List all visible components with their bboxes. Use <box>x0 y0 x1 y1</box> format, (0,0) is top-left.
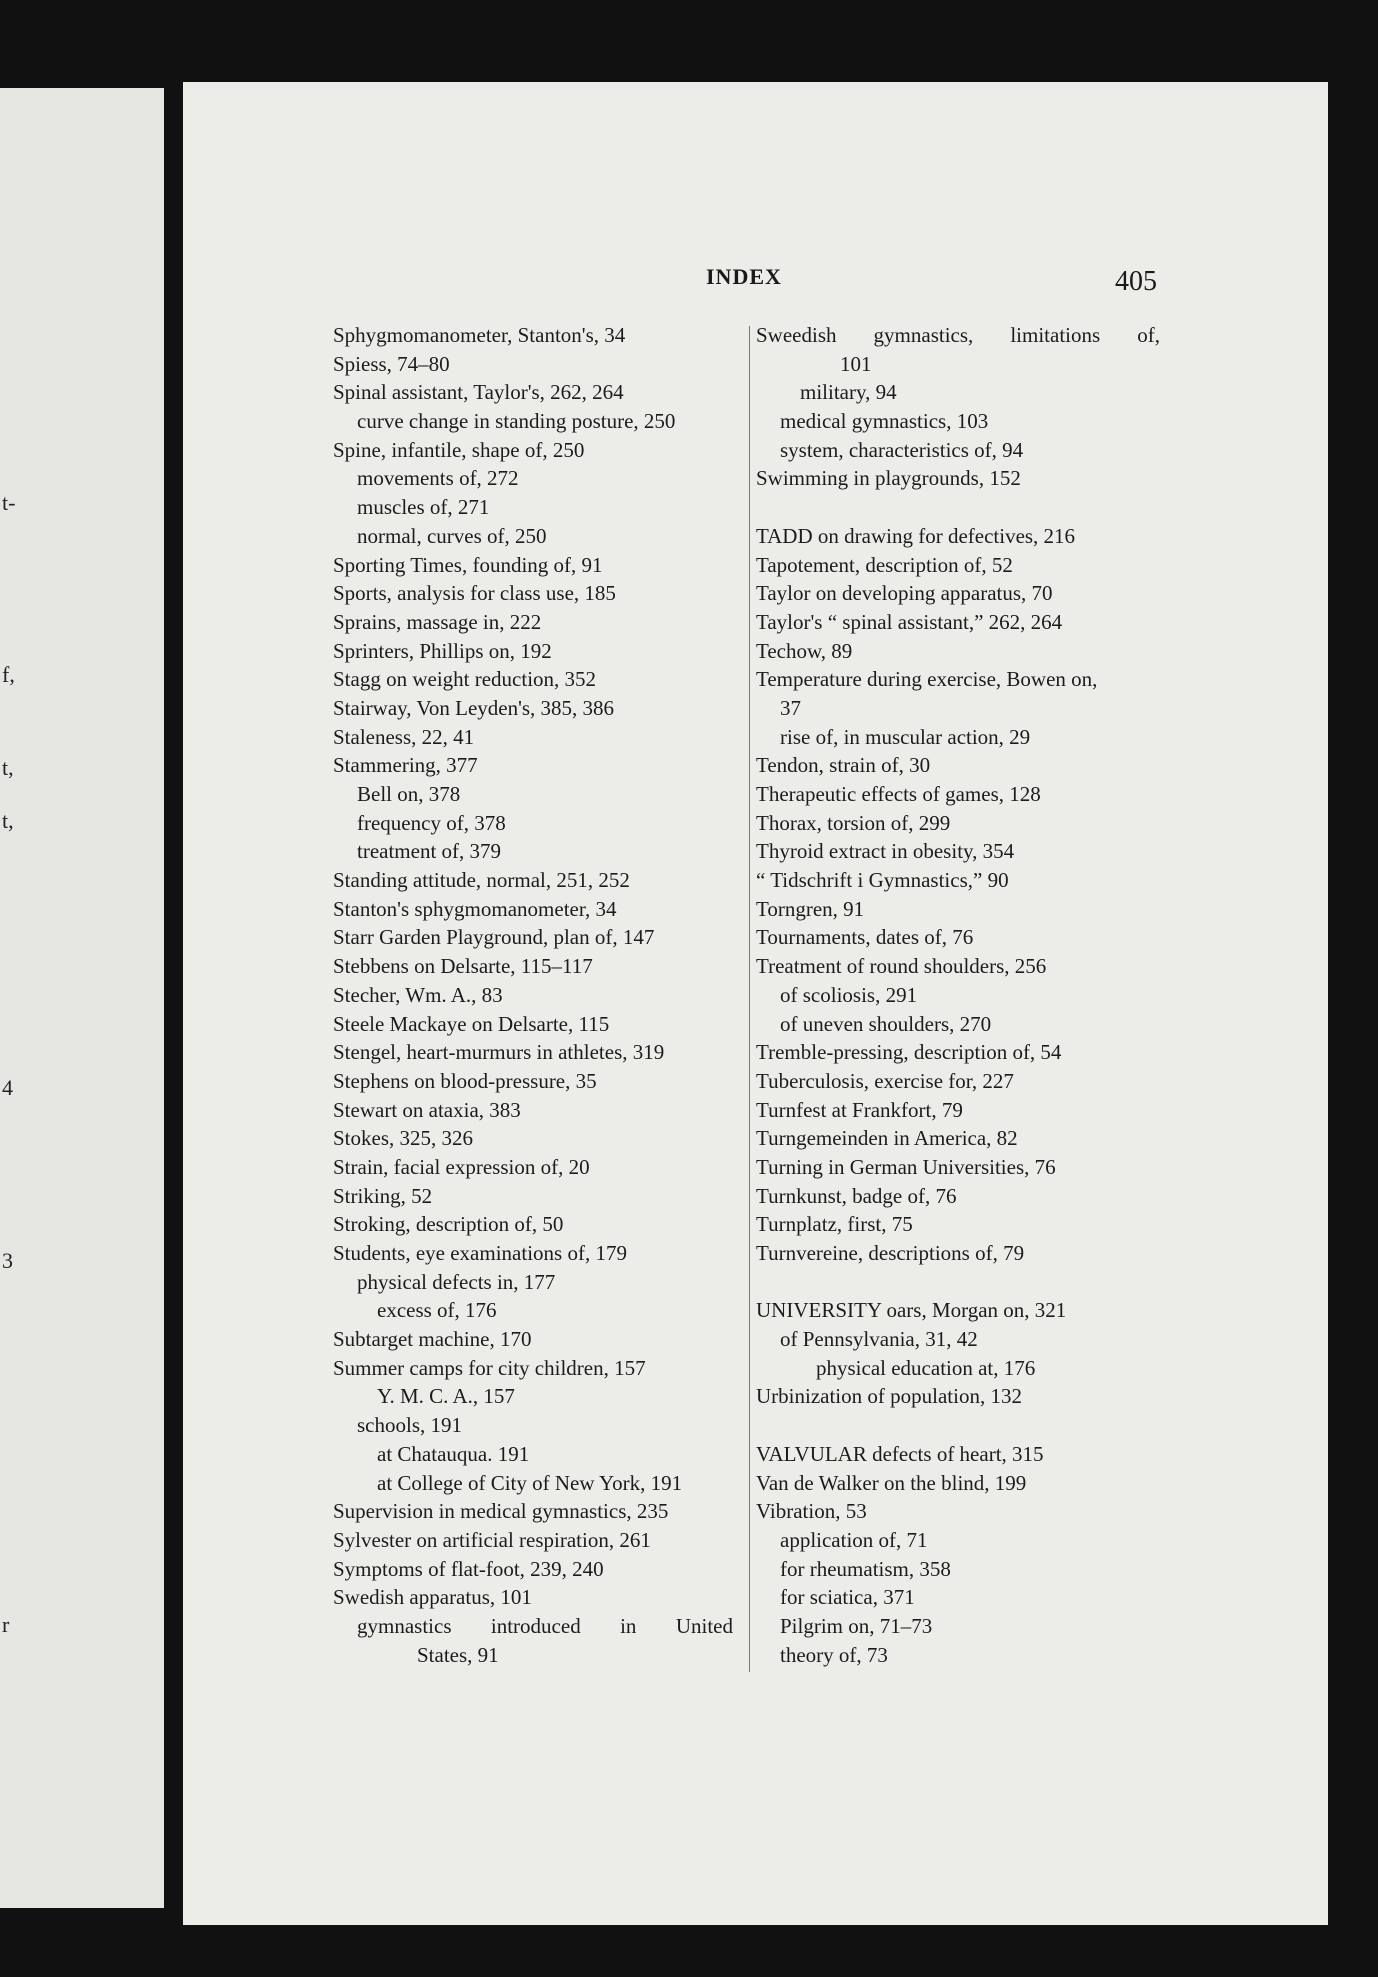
index-entry: Urbinization of population, 132 <box>756 1384 1022 1409</box>
index-word: introduced <box>490 1613 581 1638</box>
index-entry: Stokes, 325, 326 <box>333 1126 474 1151</box>
index-entry: Stengel, heart-murmurs in athletes, 319 <box>333 1040 665 1065</box>
index-entry: States, 91 <box>417 1642 499 1667</box>
index-entry: rise of, in muscular action, 29 <box>780 724 1031 749</box>
facing-page-fragment: t- <box>2 490 16 515</box>
index-entry: Tuberculosis, exercise for, 227 <box>756 1068 1014 1093</box>
index-entry <box>333 1612 733 1641</box>
index-entry: theory of, 73 <box>780 1642 888 1667</box>
index-entry: Van de Walker on the blind, 199 <box>756 1470 1027 1495</box>
index-entry: at Chatauqua. 191 <box>377 1441 530 1466</box>
index-entry: movements of, 272 <box>357 466 519 491</box>
index-entry: curve change in standing posture, 250 <box>357 409 676 434</box>
index-entry: Therapeutic effects of games, 128 <box>756 782 1041 806</box>
index-entry: Thyroid extract in obesity, 354 <box>756 839 1015 864</box>
index-word: United <box>675 1613 733 1638</box>
index-entry: Turnvereine, descriptions of, 79 <box>756 1241 1025 1265</box>
index-entry: 37 <box>780 695 801 720</box>
index-entry: Taylor on developing apparatus, 70 <box>756 581 1053 606</box>
index-entry: Stanton's sphygmomanometer, 34 <box>333 896 617 921</box>
index-entry: Turnplatz, first, 75 <box>756 1212 913 1237</box>
index-entry: Students, eye examinations of, 179 <box>333 1241 627 1265</box>
index-entry: Stairway, Von Leyden's, 385, 386 <box>333 695 615 720</box>
index-entry: Turngemeinden in America, 82 <box>756 1126 1018 1151</box>
index-spacer <box>756 493 1160 522</box>
index-entry: of Pennsylvania, 31, 42 <box>780 1327 978 1352</box>
index-entry: Swedish apparatus, 101 <box>333 1585 532 1610</box>
index-entry: 101 <box>840 351 872 376</box>
index-word: gymnastics <box>357 1613 452 1638</box>
index-entry: Starr Garden Playground, plan of, 147 <box>333 925 655 950</box>
index-entry: Stroking, description of, 50 <box>333 1212 564 1237</box>
index-entry: Turning in German Universities, 76 <box>756 1154 1056 1179</box>
index-word: in <box>620 1613 637 1638</box>
index-entry: Stephens on blood-pressure, 35 <box>333 1068 597 1093</box>
index-entry: Tendon, strain of, 30 <box>756 753 931 778</box>
index-word: gymnastics, <box>873 323 974 347</box>
facing-page-fragment: f, <box>2 662 15 687</box>
index-entry: schools, 191 <box>357 1413 462 1438</box>
facing-page-fragment: 3 <box>2 1248 13 1273</box>
index-entry: for rheumatism, 358 <box>780 1556 951 1581</box>
index-entry: Stagg on weight reduction, 352 <box>333 667 597 692</box>
facing-page-fragment: t, <box>2 808 14 833</box>
index-entry: Spiess, 74–80 <box>333 351 450 376</box>
index-entry: physical defects in, 177 <box>357 1269 556 1294</box>
index-entry: Bell on, 378 <box>357 782 461 806</box>
index-entry: treatment of, 379 <box>357 839 502 864</box>
index-entry: muscles of, 271 <box>357 495 490 520</box>
index-entry: VALVULAR defects of heart, 315 <box>756 1441 1044 1466</box>
index-entry: medical gymnastics, 103 <box>780 409 989 434</box>
index-entry: Taylor's “ spinal assistant,” 262, 264 <box>756 609 1063 634</box>
index-entry: Y. M. C. A., 157 <box>377 1384 515 1409</box>
index-entry: application of, 71 <box>780 1527 928 1552</box>
index-entry: at College of City of New York, 191 <box>377 1470 683 1495</box>
index-entry: Thorax, torsion of, 299 <box>756 810 951 835</box>
index-word: of, <box>1137 323 1160 347</box>
index-entry: Sylvester on artificial respiration, 261 <box>333 1527 651 1552</box>
index-word: Sweedish <box>756 323 837 347</box>
index-entry: Sprinters, Phillips on, 192 <box>333 638 552 663</box>
index-entry: Swimming in playgrounds, 152 <box>756 466 1021 491</box>
index-entry: Vibration, 53 <box>756 1499 867 1524</box>
index-entry: Sphygmomanometer, Stanton's, 34 <box>333 323 626 347</box>
index-entry: Pilgrim on, 71–73 <box>780 1613 933 1638</box>
facing-page-fragment: r <box>2 1612 10 1637</box>
index-entry: TADD on drawing for defectives, 216 <box>756 523 1076 548</box>
index-entry: military, 94 <box>800 380 897 405</box>
index-entry: system, characteristics of, 94 <box>780 437 1024 462</box>
index-entry: of scoliosis, 291 <box>780 982 918 1007</box>
index-entry: Strain, facial expression of, 20 <box>333 1154 590 1179</box>
facing-page-edge <box>0 88 164 1908</box>
index-entry: physical education at, 176 <box>816 1355 1036 1380</box>
index-entry: excess of, 176 <box>377 1298 497 1323</box>
index-spacer <box>756 1268 1160 1297</box>
index-entry: frequency of, 378 <box>357 810 506 835</box>
facing-page-fragment: t, <box>2 755 14 780</box>
index-entry: Stewart on ataxia, 383 <box>333 1097 521 1122</box>
index-entry: Temperature during exercise, Bowen on, <box>756 667 1098 692</box>
index-entry: Summer camps for city children, 157 <box>333 1355 646 1380</box>
index-column-right <box>756 321 1160 1669</box>
index-entry: Stammering, 377 <box>333 753 478 778</box>
index-entry: Turnfest at Frankfort, 79 <box>756 1097 963 1122</box>
index-entry: Spinal assistant, Taylor's, 262, 264 <box>333 380 624 405</box>
index-entry: “ Tidschrift i Gymnastics,” 90 <box>756 868 1009 893</box>
facing-page-fragment: 4 <box>2 1075 13 1100</box>
index-entry: Spine, infantile, shape of, 250 <box>333 437 585 462</box>
index-entry: Standing attitude, normal, 251, 252 <box>333 868 630 893</box>
index-entry: Tremble-pressing, description of, 54 <box>756 1040 1062 1065</box>
index-entry: Supervision in medical gymnastics, 235 <box>333 1499 669 1524</box>
index-entry: Turnkunst, badge of, 76 <box>756 1183 957 1208</box>
index-entry: for sciatica, 371 <box>780 1585 915 1610</box>
index-entry: Subtarget machine, 170 <box>333 1327 532 1352</box>
index-entry: Steele Mackaye on Delsarte, 115 <box>333 1011 610 1036</box>
column-divider <box>749 326 750 1672</box>
index-entry: Stebbens on Delsarte, 115–117 <box>333 954 593 979</box>
index-entry: Treatment of round shoulders, 256 <box>756 954 1047 979</box>
index-entry: Tapotement, description of, 52 <box>756 552 1013 577</box>
index-entry: of uneven shoulders, 270 <box>780 1011 992 1036</box>
index-entry: Striking, 52 <box>333 1183 433 1208</box>
index-entry: normal, curves of, 250 <box>357 523 547 548</box>
index-entry: Sporting Times, founding of, 91 <box>333 552 603 577</box>
index-entry: Torngren, 91 <box>756 896 865 921</box>
index-entry <box>756 321 1160 350</box>
index-entry: Stecher, Wm. A., 83 <box>333 982 503 1007</box>
index-entry: Tournaments, dates of, 76 <box>756 925 974 950</box>
index-entry: Sports, analysis for class use, 185 <box>333 581 616 606</box>
index-entry: Techow, 89 <box>756 638 853 663</box>
page-number: 405 <box>1115 266 1157 297</box>
index-spacer <box>756 1411 1160 1440</box>
index-column-left <box>333 321 733 1669</box>
page-title: INDEX <box>706 264 782 289</box>
index-entry: Staleness, 22, 41 <box>333 724 475 749</box>
index-entry: Symptoms of flat-foot, 239, 240 <box>333 1556 604 1581</box>
index-entry: Sprains, massage in, 222 <box>333 609 542 634</box>
index-entry: UNIVERSITY oars, Morgan on, 321 <box>756 1298 1067 1323</box>
index-word: limitations <box>1010 323 1101 347</box>
